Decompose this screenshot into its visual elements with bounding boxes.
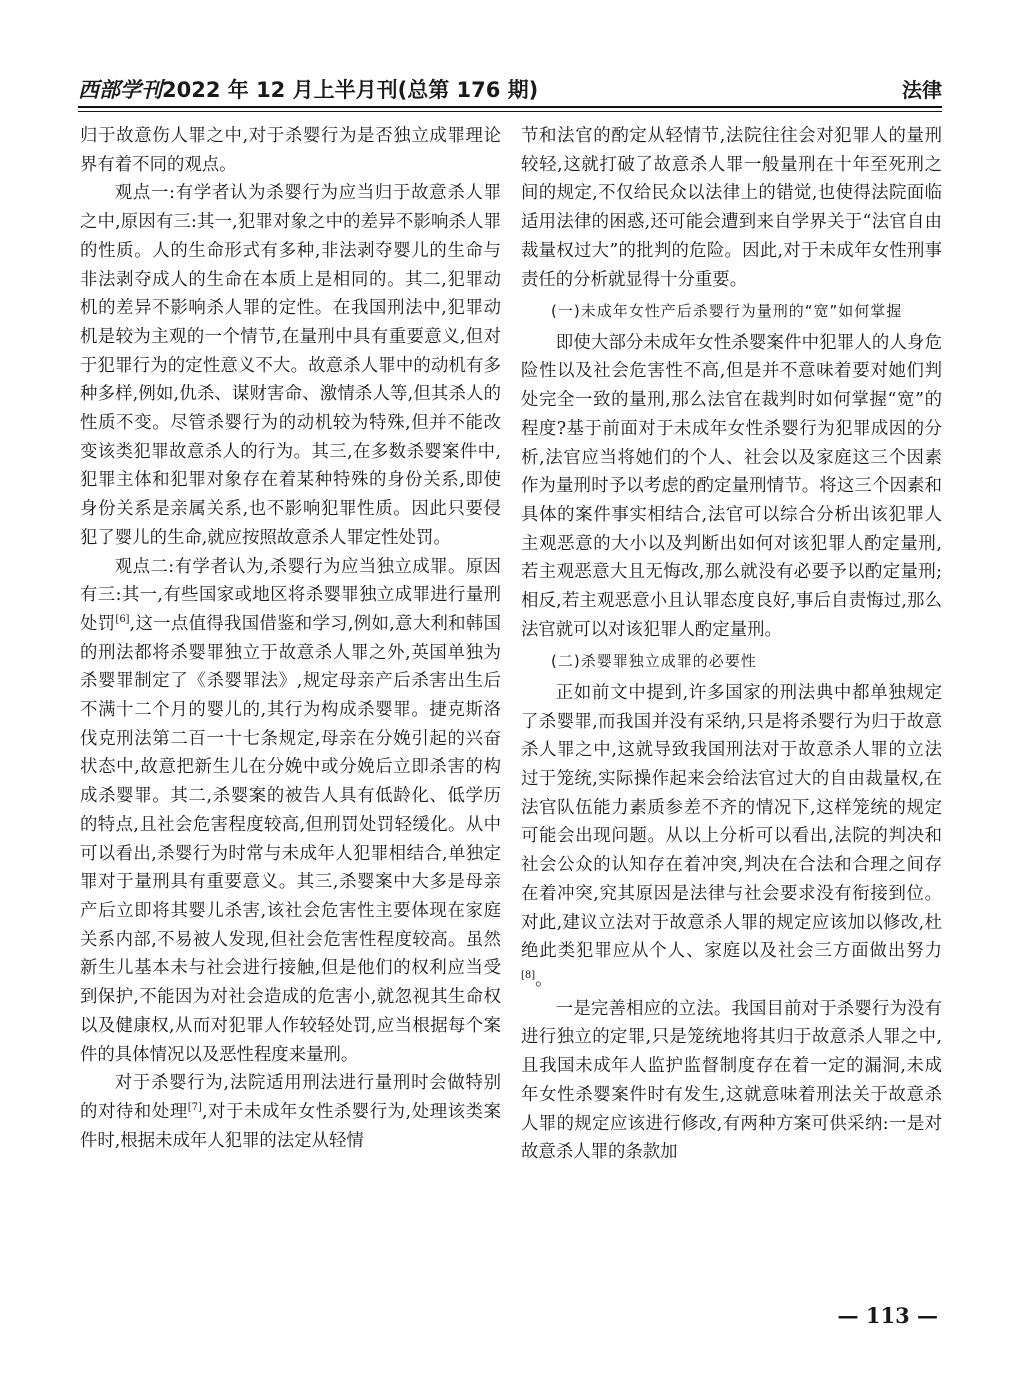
paragraph-text: ,这一点值得我国借鉴和学习,例如,意大利和韩国的刑法都将杀婴罪独立于故意杀人罪之外,英国单独为杀婴罪制定了《杀婴罪法》,规定母亲产后杀害出生后不满十二个月的婴儿的,其行为构成杀婴罪。捷克斯洛伐克刑法第二百一十七条规定,母亲在分娩引起的兴奋状态中,故意把新生儿在分娩中或分娩后立即杀害的构成杀婴罪。其二,杀婴案的被告人具有低龄化、低学历的特点,且社会危害程度较高,但刑罚处罚轻缓化。从中可以看出,杀婴行为时常与未成年人犯罪相结合,单独定罪对于量刑具有重要意义。其三,杀婴案中大多是母亲产后立即将其婴儿杀害,该社会危害性主要体现在家庭关系内部,不易被人发现,但社会危害性程度较高。虽然新生儿基本未与社会进行接触,但是他们的权利应当受到保护,不能因为对社会造成的危害小,就忽视其生命权以及健康权,从而对犯罪人作较轻处罚,应当根据每个案件的具体情况以及恶性程度来量刑。 bbox=[80, 613, 501, 1065]
section-label: 法律 bbox=[902, 78, 942, 102]
journal-title bbox=[78, 74, 538, 104]
continued-paragraph bbox=[80, 122, 501, 179]
body-paragraph bbox=[80, 1069, 501, 1155]
citation-ref: [8] bbox=[521, 969, 536, 981]
page-number: — 113 — bbox=[837, 1303, 938, 1328]
paragraph-text: 观点一:有学者认为杀婴行为应当归于故意杀人罪之中,原因有三:其一,犯罪对象之中的差异不影响杀人罪的性质。人的生命形式有多种,非法剥夺婴儿的生命与非法剥夺成人的生命在本质上是相同的。其二,犯罪动机的差异不影响杀人罪的定性。在我国刑法中,犯罪动机是较为主观的一个情节,在量刑中具有重要意义,但对于犯罪行为的定性意义不大。故意杀人罪中的动机有多种多样,例如,仇杀、谋财害命、激情杀人等,但其杀人的性质不变。尽管杀婴行为的动机较为特殊,但并不能改变该类犯罪故意杀人的行为。其三,在多数杀婴案件中,犯罪主体和犯罪对象存在着某种特殊的身份关系,即使身份关系是亲属关系,也不影响犯罪性质。因此只要侵犯了婴儿的生命,就应按照故意杀人罪定性处罚。 bbox=[80, 183, 501, 548]
issue-info: 2022 年 12 月上半月刊(总第 176 期) bbox=[162, 78, 539, 102]
paragraph-text: 对于杀婴行为,法院适用刑法进行量刑时会做特别的对待和处理 bbox=[80, 1073, 501, 1122]
paragraph-text: (二)杀婴罪独立成罪的必要性 bbox=[551, 652, 757, 671]
citation-ref: [6] bbox=[115, 613, 130, 625]
paragraph-text: 归于故意伤人罪之中,对于杀婴行为是否独立成罪理论界有着不同的观点。 bbox=[80, 126, 501, 175]
body-paragraph bbox=[80, 179, 501, 552]
right-column bbox=[521, 122, 942, 1167]
subsection-heading bbox=[521, 647, 942, 676]
paragraph-text: 正如前文中提到,许多国家的刑法典中都单独规定了杀婴罪,而我国并没有采纳,只是将杀婴行为归于故意杀人罪之中,这就导致我国刑法对于故意杀人罪的立法过于笼统,实际操作起来会给法官过大的自由裁量权,在法官队伍能力素质参差不齐的情况下,这样笼统的规定可能会出现问题。从以上分析可以看出,法院的判决和社会公众的认知存在着冲突,判决在合法和合理之间存在着冲突,究其原因是法律与社会要求没有衔接到位。对此,建议立法对于故意杀人罪的规定应该加以修改,杜绝此类犯罪应从个人、家庭以及社会三方面做出努力 bbox=[521, 682, 942, 962]
paragraph-text: ,对于未成年女性杀婴行为,处理该类案件时,根据未成年人犯罪的法定从轻情 bbox=[80, 1101, 501, 1151]
paragraph-text: 节和法官的酌定从轻情节,法院往往会对犯罪人的量刑较轻,这就打破了故意杀人罪一般量刑在十年至死刑之间的规定,不仅给民众以法律上的错觉,也使得法院面临适用法律的困惑,还可能会遭到来自学界关于“法官自由裁量权过大”的批判的危险。因此,对于未成年女性刑事责任的分析就显得十分重要。 bbox=[521, 126, 942, 290]
body-paragraph bbox=[521, 329, 942, 645]
paragraph-text: 。 bbox=[535, 969, 553, 990]
paragraph-text: (一)未成年女性产后杀婴行为量刑的“宽”如何掌握 bbox=[551, 302, 903, 321]
paragraph-text: 即使大部分未成年女性杀婴案件中犯罪人的人身危险性以及社会危害性不高,但是并不意味着要对她们判处完全一致的量刑,那么法官在裁判时如何掌握“宽”的程度?基于前面对于未成年女性杀婴行为犯罪成因的分析,法官应当将她们的个人、社会以及家庭这三个因素作为量刑时予以考虑的酌定量刑情节。将这三个因素和具体的案件事实相结合,法官可以综合分析出该犯罪人主观恶意的大小以及判断出如何对该犯罪人酌定量刑,若主观恶意大且无悔改,那么就没有必要予以酌定量刑;相反,若主观恶意小且认罪态度良好,事后自责悔过,那么法官就可以对该犯罪人酌定量刑。 bbox=[521, 332, 942, 640]
paragraph-text: 观点二:有学者认为,杀婴行为应当独立成罪。原因有三:其一,有些国家或地区将杀婴罪独立成罪进行量刑处罚 bbox=[80, 556, 501, 634]
left-column bbox=[80, 122, 501, 1155]
header-rule-thin bbox=[78, 111, 942, 112]
subsection-heading bbox=[521, 297, 942, 326]
continued-paragraph bbox=[521, 122, 942, 294]
body-paragraph bbox=[521, 995, 942, 1167]
body-paragraph bbox=[80, 553, 501, 1070]
paragraph-text: 一是完善相应的立法。我国目前对于杀婴行为没有进行独立的定罪,只是笼统地将其归于故意杀人罪之中,且我国未成年人监护监督制度存在着一定的漏洞,未成年女性杀婴案件时有发生,这就意味着刑法关于故意杀人罪的规定应该进行修改,有两种方案可供采纳:一是对故意杀人罪的条款加 bbox=[521, 998, 942, 1163]
citation-ref: [7] bbox=[187, 1101, 202, 1113]
body-paragraph bbox=[521, 679, 942, 995]
journal-logo: 西部学刊 bbox=[78, 77, 162, 102]
header-rule-thick bbox=[78, 106, 942, 108]
page-header bbox=[78, 70, 942, 110]
